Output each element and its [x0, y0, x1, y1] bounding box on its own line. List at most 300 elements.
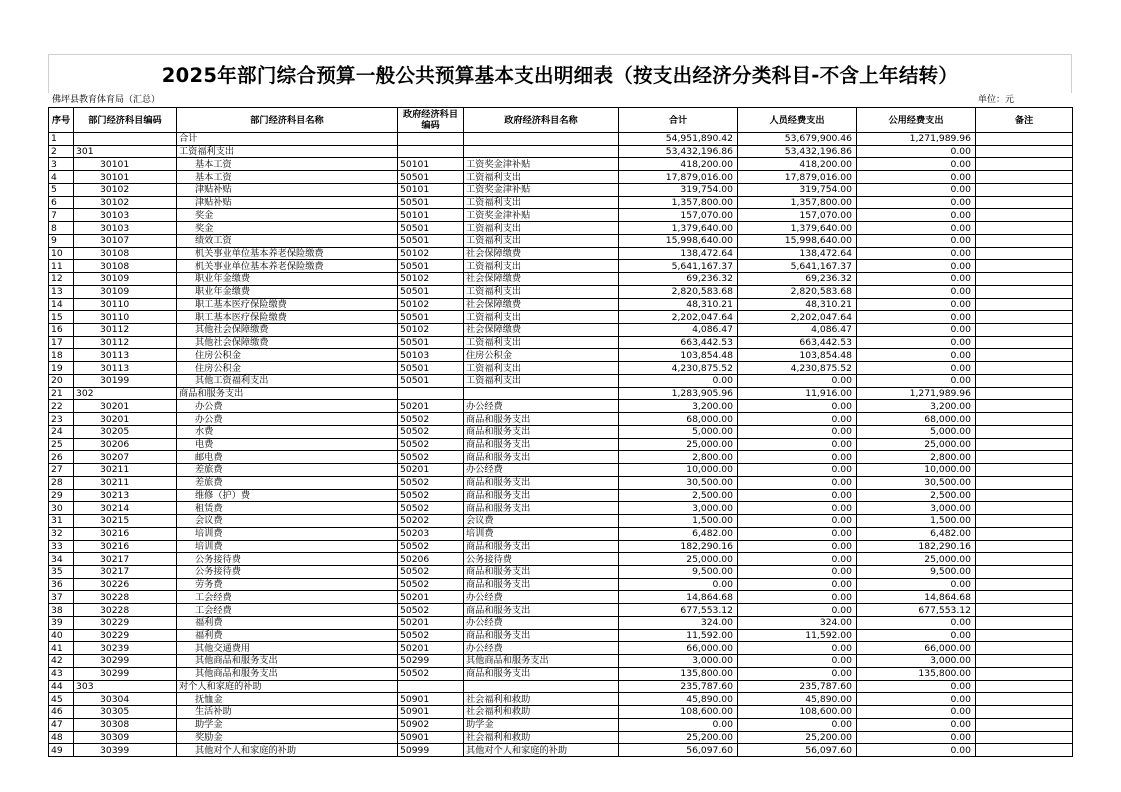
cell-dept-name: 其他商品和服务支出: [177, 667, 398, 680]
table-row: [49, 387, 1073, 400]
cell-dept-code: 30211: [74, 464, 177, 477]
cell-public: 0.00: [857, 260, 976, 273]
table-row: [49, 489, 1073, 502]
cell-public: 0.00: [857, 196, 976, 209]
cell-total: 157,070.00: [619, 209, 738, 222]
cell-public: 0.00: [857, 374, 976, 387]
cell-seq: 38: [49, 604, 74, 617]
cell-note: [976, 438, 1073, 451]
cell-gov-code: 50202: [398, 515, 464, 528]
table-row: [49, 349, 1073, 362]
cell-dept-code: 30309: [74, 731, 177, 744]
cell-public: 0.00: [857, 616, 976, 629]
cell-note: [976, 744, 1073, 757]
cell-seq: 15: [49, 311, 74, 324]
cell-seq: 3: [49, 158, 74, 171]
cell-dept-code: 30109: [74, 273, 177, 286]
cell-gov-name: 会议费: [464, 515, 619, 528]
cell-total: 25,000.00: [619, 438, 738, 451]
cell-note: [976, 425, 1073, 438]
cell-seq: 19: [49, 362, 74, 375]
cell-seq: 20: [49, 374, 74, 387]
cell-dept-code: 30215: [74, 515, 177, 528]
cell-dept-code: 30207: [74, 451, 177, 464]
cell-total: 6,482.00: [619, 527, 738, 540]
cell-dept-name: 基本工资: [177, 171, 398, 184]
cell-gov-code: 50299: [398, 655, 464, 668]
cell-personnel: 0.00: [738, 642, 857, 655]
cell-total: 25,000.00: [619, 553, 738, 566]
cell-gov-name: 住房公积金: [464, 349, 619, 362]
cell-public: 3,000.00: [857, 502, 976, 515]
cell-seq: 28: [49, 476, 74, 489]
cell-total: 324.00: [619, 616, 738, 629]
cell-note: [976, 400, 1073, 413]
cell-dept-name: 维修（护）费: [177, 489, 398, 502]
cell-personnel: 0.00: [738, 413, 857, 426]
cell-public: 0.00: [857, 680, 976, 693]
cell-note: [976, 464, 1073, 477]
table-row: [49, 413, 1073, 426]
cell-personnel: 157,070.00: [738, 209, 857, 222]
cell-note: [976, 616, 1073, 629]
cell-personnel: 324.00: [738, 616, 857, 629]
cell-seq: 26: [49, 451, 74, 464]
cell-seq: 16: [49, 324, 74, 337]
cell-gov-code: 50101: [398, 158, 464, 171]
cell-dept-name: 工会经费: [177, 591, 398, 604]
cell-note: [976, 655, 1073, 668]
header-dept-code: 部门经济科目编码: [74, 108, 177, 133]
cell-note: [976, 540, 1073, 553]
header-gov-name: 政府经济科目名称: [464, 108, 619, 133]
cell-personnel: 0.00: [738, 374, 857, 387]
cell-personnel: 15,998,640.00: [738, 234, 857, 247]
cell-gov-name: 办公经费: [464, 400, 619, 413]
table-body: [49, 133, 1073, 757]
table-row: [49, 565, 1073, 578]
cell-seq: 6: [49, 196, 74, 209]
cell-personnel: 11,592.00: [738, 629, 857, 642]
report-title: 2025年部门综合预算一般公共预算基本支出明细表（按支出经济分类科目-不含上年结转）: [161, 64, 959, 87]
cell-gov-name: 工资奖金津补贴: [464, 209, 619, 222]
cell-gov-name: 商品和服务支出: [464, 476, 619, 489]
cell-total: 25,200.00: [619, 731, 738, 744]
cell-public: 14,864.68: [857, 591, 976, 604]
cell-note: [976, 260, 1073, 273]
cell-seq: 25: [49, 438, 74, 451]
cell-gov-code: 50206: [398, 553, 464, 566]
cell-note: [976, 273, 1073, 286]
cell-personnel: 0.00: [738, 425, 857, 438]
cell-personnel: 103,854.48: [738, 349, 857, 362]
cell-dept-name: 津贴补贴: [177, 196, 398, 209]
cell-total: 418,200.00: [619, 158, 738, 171]
cell-total: 5,000.00: [619, 425, 738, 438]
cell-public: 0.00: [857, 171, 976, 184]
table-row: [49, 298, 1073, 311]
cell-total: 1,357,800.00: [619, 196, 738, 209]
cell-seq: 21: [49, 387, 74, 400]
cell-total: 4,086.47: [619, 324, 738, 337]
cell-public: 2,800.00: [857, 451, 976, 464]
table-row: [49, 515, 1073, 528]
cell-total: 108,600.00: [619, 706, 738, 719]
cell-public: 0.00: [857, 234, 976, 247]
cell-dept-name: 职业年金缴费: [177, 273, 398, 286]
cell-note: [976, 336, 1073, 349]
cell-personnel: 0.00: [738, 515, 857, 528]
cell-gov-code: 50502: [398, 451, 464, 464]
cell-dept-code: 30239: [74, 642, 177, 655]
cell-gov-name: 助学金: [464, 718, 619, 731]
cell-note: [976, 324, 1073, 337]
table-row: [49, 285, 1073, 298]
cell-public: 30,500.00: [857, 476, 976, 489]
cell-note: [976, 667, 1073, 680]
cell-seq: 32: [49, 527, 74, 540]
cell-gov-code: 50201: [398, 400, 464, 413]
cell-gov-code: 50102: [398, 273, 464, 286]
cell-dept-code: 30206: [74, 438, 177, 451]
cell-public: 0.00: [857, 718, 976, 731]
cell-dept-code: 30113: [74, 349, 177, 362]
cell-personnel: 0.00: [738, 438, 857, 451]
cell-seq: 33: [49, 540, 74, 553]
cell-total: 1,283,905.96: [619, 387, 738, 400]
table-row: [49, 400, 1073, 413]
cell-public: 0.00: [857, 285, 976, 298]
cell-total: 17,879,016.00: [619, 171, 738, 184]
cell-public: 0.00: [857, 744, 976, 757]
cell-dept-code: 30217: [74, 553, 177, 566]
cell-dept-name: 公务接待费: [177, 553, 398, 566]
cell-seq: 27: [49, 464, 74, 477]
cell-dept-name: 培训费: [177, 527, 398, 540]
cell-personnel: 0.00: [738, 667, 857, 680]
table-row: [49, 425, 1073, 438]
cell-gov-name: 社会福利和救助: [464, 731, 619, 744]
cell-note: [976, 247, 1073, 260]
cell-dept-name: 电费: [177, 438, 398, 451]
table-row: [49, 655, 1073, 668]
cell-total: 11,592.00: [619, 629, 738, 642]
table-row: [49, 629, 1073, 642]
cell-dept-name: 奖金: [177, 222, 398, 235]
cell-personnel: 4,230,875.52: [738, 362, 857, 375]
cell-dept-name: 职工基本医疗保险缴费: [177, 311, 398, 324]
cell-personnel: 0.00: [738, 553, 857, 566]
cell-dept-name: 绩效工资: [177, 234, 398, 247]
cell-total: 1,379,640.00: [619, 222, 738, 235]
cell-note: [976, 349, 1073, 362]
cell-dept-code: 30201: [74, 400, 177, 413]
cell-gov-code: 50102: [398, 247, 464, 260]
cell-dept-name: 奖励金: [177, 731, 398, 744]
cell-note: [976, 527, 1073, 540]
cell-seq: 31: [49, 515, 74, 528]
cell-note: [976, 196, 1073, 209]
cell-total: 319,754.00: [619, 183, 738, 196]
cell-seq: 10: [49, 247, 74, 260]
cell-note: [976, 362, 1073, 375]
cell-dept-code: 30299: [74, 667, 177, 680]
table-row: [49, 464, 1073, 477]
table-row: [49, 158, 1073, 171]
cell-personnel: 0.00: [738, 400, 857, 413]
cell-note: [976, 158, 1073, 171]
cell-gov-code: 50502: [398, 502, 464, 515]
cell-personnel: 2,820,583.68: [738, 285, 857, 298]
cell-dept-code: 30214: [74, 502, 177, 515]
cell-dept-name: 职工基本医疗保险缴费: [177, 298, 398, 311]
cell-total: 235,787.60: [619, 680, 738, 693]
cell-seq: 23: [49, 413, 74, 426]
cell-personnel: 235,787.60: [738, 680, 857, 693]
cell-gov-code: 50502: [398, 565, 464, 578]
cell-personnel: 0.00: [738, 489, 857, 502]
cell-dept-name: 基本工资: [177, 158, 398, 171]
cell-note: [976, 374, 1073, 387]
cell-public: 677,553.12: [857, 604, 976, 617]
cell-dept-code: 30211: [74, 476, 177, 489]
cell-gov-code: 50201: [398, 642, 464, 655]
cell-dept-code: 30201: [74, 413, 177, 426]
cell-personnel: 2,202,047.64: [738, 311, 857, 324]
cell-personnel: 108,600.00: [738, 706, 857, 719]
sub-header: [48, 93, 1072, 107]
cell-public: 5,000.00: [857, 425, 976, 438]
cell-dept-code: 30205: [74, 425, 177, 438]
cell-note: [976, 578, 1073, 591]
cell-personnel: 0.00: [738, 604, 857, 617]
table-row: [49, 273, 1073, 286]
table-row: [49, 476, 1073, 489]
cell-seq: 29: [49, 489, 74, 502]
cell-gov-code: 50102: [398, 298, 464, 311]
table-row: [49, 145, 1073, 158]
cell-gov-code: [398, 680, 464, 693]
cell-gov-code: 50501: [398, 171, 464, 184]
header-gov-code: 政府经济科目编码: [398, 108, 464, 133]
cell-gov-code: 50502: [398, 540, 464, 553]
cell-public: 0.00: [857, 222, 976, 235]
cell-note: [976, 731, 1073, 744]
cell-seq: 11: [49, 260, 74, 273]
table-row: [49, 731, 1073, 744]
table-row: [49, 578, 1073, 591]
cell-gov-code: 50502: [398, 629, 464, 642]
cell-total: 2,820,583.68: [619, 285, 738, 298]
cell-gov-name: 商品和服务支出: [464, 438, 619, 451]
cell-seq: 30: [49, 502, 74, 515]
cell-gov-name: [464, 680, 619, 693]
cell-note: [976, 476, 1073, 489]
cell-gov-name: 办公经费: [464, 591, 619, 604]
table-row: [49, 336, 1073, 349]
cell-gov-name: [464, 145, 619, 158]
cell-note: [976, 171, 1073, 184]
cell-seq: 7: [49, 209, 74, 222]
cell-dept-code: 30102: [74, 183, 177, 196]
cell-dept-name: 差旅费: [177, 464, 398, 477]
cell-dept-name: 其他商品和服务支出: [177, 655, 398, 668]
cell-public: 3,000.00: [857, 655, 976, 668]
table-row: [49, 183, 1073, 196]
cell-gov-name: 办公经费: [464, 464, 619, 477]
cell-seq: 45: [49, 693, 74, 706]
cell-gov-code: 50501: [398, 234, 464, 247]
table-row: [49, 222, 1073, 235]
cell-personnel: 5,641,167.37: [738, 260, 857, 273]
cell-note: [976, 693, 1073, 706]
cell-total: 5,641,167.37: [619, 260, 738, 273]
table-row: [49, 604, 1073, 617]
cell-gov-name: 其他商品和服务支出: [464, 655, 619, 668]
cell-note: [976, 133, 1073, 146]
table-row: [49, 680, 1073, 693]
cell-public: 0.00: [857, 349, 976, 362]
cell-seq: 1: [49, 133, 74, 146]
cell-personnel: 1,357,800.00: [738, 196, 857, 209]
cell-public: 1,500.00: [857, 515, 976, 528]
cell-personnel: 0.00: [738, 655, 857, 668]
table-row: [49, 744, 1073, 757]
cell-dept-code: 30109: [74, 285, 177, 298]
cell-gov-code: 50502: [398, 438, 464, 451]
table-row: [49, 234, 1073, 247]
unit-label: 单位：元: [978, 95, 1015, 105]
cell-public: 3,200.00: [857, 400, 976, 413]
cell-gov-name: 商品和服务支出: [464, 565, 619, 578]
cell-public: 0.00: [857, 629, 976, 642]
cell-seq: 24: [49, 425, 74, 438]
cell-gov-code: 50501: [398, 362, 464, 375]
cell-seq: 37: [49, 591, 74, 604]
cell-seq: 14: [49, 298, 74, 311]
cell-gov-code: 50501: [398, 311, 464, 324]
cell-note: [976, 642, 1073, 655]
table-row: [49, 451, 1073, 464]
cell-dept-code: 30228: [74, 604, 177, 617]
cell-public: 9,500.00: [857, 565, 976, 578]
table-row: [49, 171, 1073, 184]
cell-dept-name: 公务接待费: [177, 565, 398, 578]
table-row: [49, 718, 1073, 731]
cell-gov-name: 工资福利支出: [464, 196, 619, 209]
cell-seq: 40: [49, 629, 74, 642]
table-row: [49, 553, 1073, 566]
cell-dept-name: 邮电费: [177, 451, 398, 464]
cell-gov-name: 商品和服务支出: [464, 540, 619, 553]
cell-gov-code: [398, 133, 464, 146]
header-dept-name: 部门经济科目名称: [177, 108, 398, 133]
cell-total: 54,951,890.42: [619, 133, 738, 146]
cell-gov-code: 50203: [398, 527, 464, 540]
cell-total: 66,000.00: [619, 642, 738, 655]
cell-gov-name: 社会福利和救助: [464, 706, 619, 719]
cell-note: [976, 515, 1073, 528]
cell-gov-code: [398, 387, 464, 400]
cell-gov-name: 工资奖金津补贴: [464, 158, 619, 171]
cell-gov-name: 工资福利支出: [464, 260, 619, 273]
cell-personnel: 0.00: [738, 451, 857, 464]
cell-gov-name: 社会保障缴费: [464, 324, 619, 337]
cell-gov-name: 工资福利支出: [464, 374, 619, 387]
cell-gov-name: 公务接待费: [464, 553, 619, 566]
cell-dept-name: 抚恤金: [177, 693, 398, 706]
table-row: [49, 591, 1073, 604]
cell-public: 0.00: [857, 324, 976, 337]
cell-gov-name: 商品和服务支出: [464, 667, 619, 680]
cell-gov-code: 50501: [398, 196, 464, 209]
cell-gov-name: 商品和服务支出: [464, 502, 619, 515]
cell-dept-name: 对个人和家庭的补助: [177, 680, 398, 693]
cell-dept-code: 30229: [74, 616, 177, 629]
cell-seq: 12: [49, 273, 74, 286]
cell-total: 9,500.00: [619, 565, 738, 578]
cell-dept-name: 福利费: [177, 616, 398, 629]
cell-public: 0.00: [857, 273, 976, 286]
cell-gov-name: 办公经费: [464, 616, 619, 629]
cell-gov-code: 50502: [398, 489, 464, 502]
cell-seq: 17: [49, 336, 74, 349]
cell-gov-name: 商品和服务支出: [464, 451, 619, 464]
cell-gov-code: 50501: [398, 336, 464, 349]
cell-personnel: 0.00: [738, 565, 857, 578]
cell-personnel: 0.00: [738, 476, 857, 489]
cell-dept-name: 机关事业单位基本养老保险缴费: [177, 260, 398, 273]
cell-total: 138,472.64: [619, 247, 738, 260]
cell-total: 2,800.00: [619, 451, 738, 464]
cell-gov-name: 社会福利和救助: [464, 693, 619, 706]
cell-personnel: 0.00: [738, 464, 857, 477]
cell-personnel: 48,310.21: [738, 298, 857, 311]
cell-dept-name: 工资福利支出: [177, 145, 398, 158]
header-total: 合计: [619, 108, 738, 133]
cell-total: 1,500.00: [619, 515, 738, 528]
cell-dept-code: 30304: [74, 693, 177, 706]
cell-dept-name: 其他对个人和家庭的补助: [177, 744, 398, 757]
cell-total: 15,998,640.00: [619, 234, 738, 247]
cell-gov-name: 工资福利支出: [464, 222, 619, 235]
cell-dept-name: 劳务费: [177, 578, 398, 591]
cell-total: 56,097.60: [619, 744, 738, 757]
cell-note: [976, 718, 1073, 731]
cell-note: [976, 451, 1073, 464]
cell-note: [976, 183, 1073, 196]
cell-dept-code: 303: [74, 680, 177, 693]
cell-gov-name: 社会保障缴费: [464, 247, 619, 260]
cell-dept-code: 30101: [74, 171, 177, 184]
cell-seq: 42: [49, 655, 74, 668]
cell-gov-code: 50901: [398, 731, 464, 744]
cell-personnel: 17,879,016.00: [738, 171, 857, 184]
cell-gov-name: 工资福利支出: [464, 362, 619, 375]
cell-gov-name: [464, 133, 619, 146]
cell-gov-code: 50501: [398, 260, 464, 273]
cell-gov-code: 50101: [398, 209, 464, 222]
cell-gov-code: 50502: [398, 578, 464, 591]
cell-note: [976, 591, 1073, 604]
cell-seq: 22: [49, 400, 74, 413]
cell-personnel: 0.00: [738, 502, 857, 515]
cell-dept-name: 奖金: [177, 209, 398, 222]
cell-public: 182,290.16: [857, 540, 976, 553]
cell-note: [976, 413, 1073, 426]
cell-total: 182,290.16: [619, 540, 738, 553]
cell-public: 0.00: [857, 731, 976, 744]
